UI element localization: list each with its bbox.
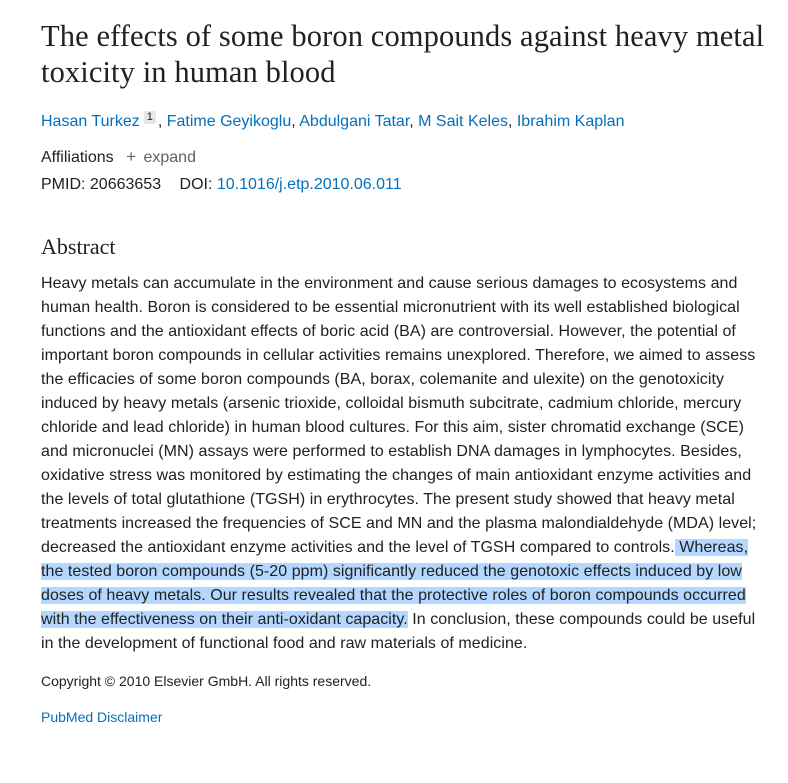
copyright-notice: Copyright © 2010 Elsevier GmbH. All rights reserved. bbox=[41, 673, 372, 689]
affiliations-row bbox=[41, 146, 766, 169]
abstract-text-selected: Whereas, the tested boron compounds (5-20 ppm) significantly reduced the genotoxic effects induced by low doses of heavy metals. Our results revealed that the protective roles of boron compounds occurred with the effectiveness on their anti-oxidant capacity. bbox=[41, 539, 749, 628]
author-link-fatime-geyikoglu[interactable]: Fatime Geyikoglu bbox=[166, 113, 292, 130]
author-separator: , bbox=[157, 113, 167, 130]
doi-label: DOI: bbox=[179, 176, 213, 193]
author-link-ibrahim-kaplan[interactable]: Ibrahim Kaplan bbox=[516, 113, 625, 130]
article-page bbox=[41, 18, 766, 727]
expand-label: expand bbox=[143, 149, 196, 166]
identifiers-row bbox=[41, 174, 766, 196]
plus-icon: + bbox=[126, 147, 137, 166]
author-separator: , bbox=[291, 113, 300, 130]
pmid-value: 20663653 bbox=[89, 176, 162, 193]
author-link-m-sait-keles[interactable]: M Sait Keles bbox=[418, 113, 508, 130]
affiliations-label: Affiliations bbox=[41, 149, 114, 166]
abstract-heading: Abstract bbox=[41, 234, 116, 259]
affiliations-expand-button[interactable] bbox=[126, 149, 196, 166]
author-separator: , bbox=[507, 113, 517, 130]
abstract-text bbox=[41, 272, 766, 656]
pmid-label: PMID: bbox=[41, 176, 86, 193]
abstract-text-after: In conclusion, these compounds could be useful in the development of functional food and raw materials of medicine. bbox=[41, 611, 756, 652]
author-list bbox=[41, 110, 766, 134]
article-title: The effects of some boron compounds against heavy metal toxicity in human blood bbox=[41, 19, 765, 89]
author-link-hasan-turkez[interactable]: Hasan Turkez bbox=[41, 113, 140, 130]
pubmed-disclaimer-link[interactable]: PubMed Disclaimer bbox=[41, 709, 163, 725]
author-separator: , bbox=[409, 113, 419, 130]
affiliation-superscript[interactable]: 1 bbox=[144, 111, 156, 124]
doi-link[interactable]: 10.1016/j.etp.2010.06.011 bbox=[216, 176, 402, 193]
abstract-text-before: Heavy metals can accumulate in the environment and cause serious damages to ecosystems and human health. Boron is considered to be essential micronutrient with its well established biological functions and the antioxidant effects of boric acid (BA) are controversial. However, the potential of important boron compounds in cellular activities remains unexplored. Therefore, we aimed to assess the efficacies of some boron compounds (BA, borax, colemanite and ulexite) on the genotoxicity induced by heavy metals (arsenic trioxide, colloidal bismuth subcitrate, cadmium chloride, mercury chloride and lead chloride) in human blood cultures. For this aim, sister chromatid exchange (SCE) and micronuclei (MN) assays were performed to establish DNA damages in lymphocytes. Besides, oxidative stress was monitored by estimating the changes of main antioxidant enzyme activities and the levels of total glutathione (TGSH) in erythrocytes. The present study showed that heavy metal treatments increased the frequencies of SCE and MN and the plasma malondialdehyde (MDA) level; decreased the antioxidant enzyme activities and the level of TGSH compared to controls. bbox=[41, 275, 757, 556]
author-link-abdulgani-tatar[interactable]: Abdulgani Tatar bbox=[299, 113, 410, 130]
